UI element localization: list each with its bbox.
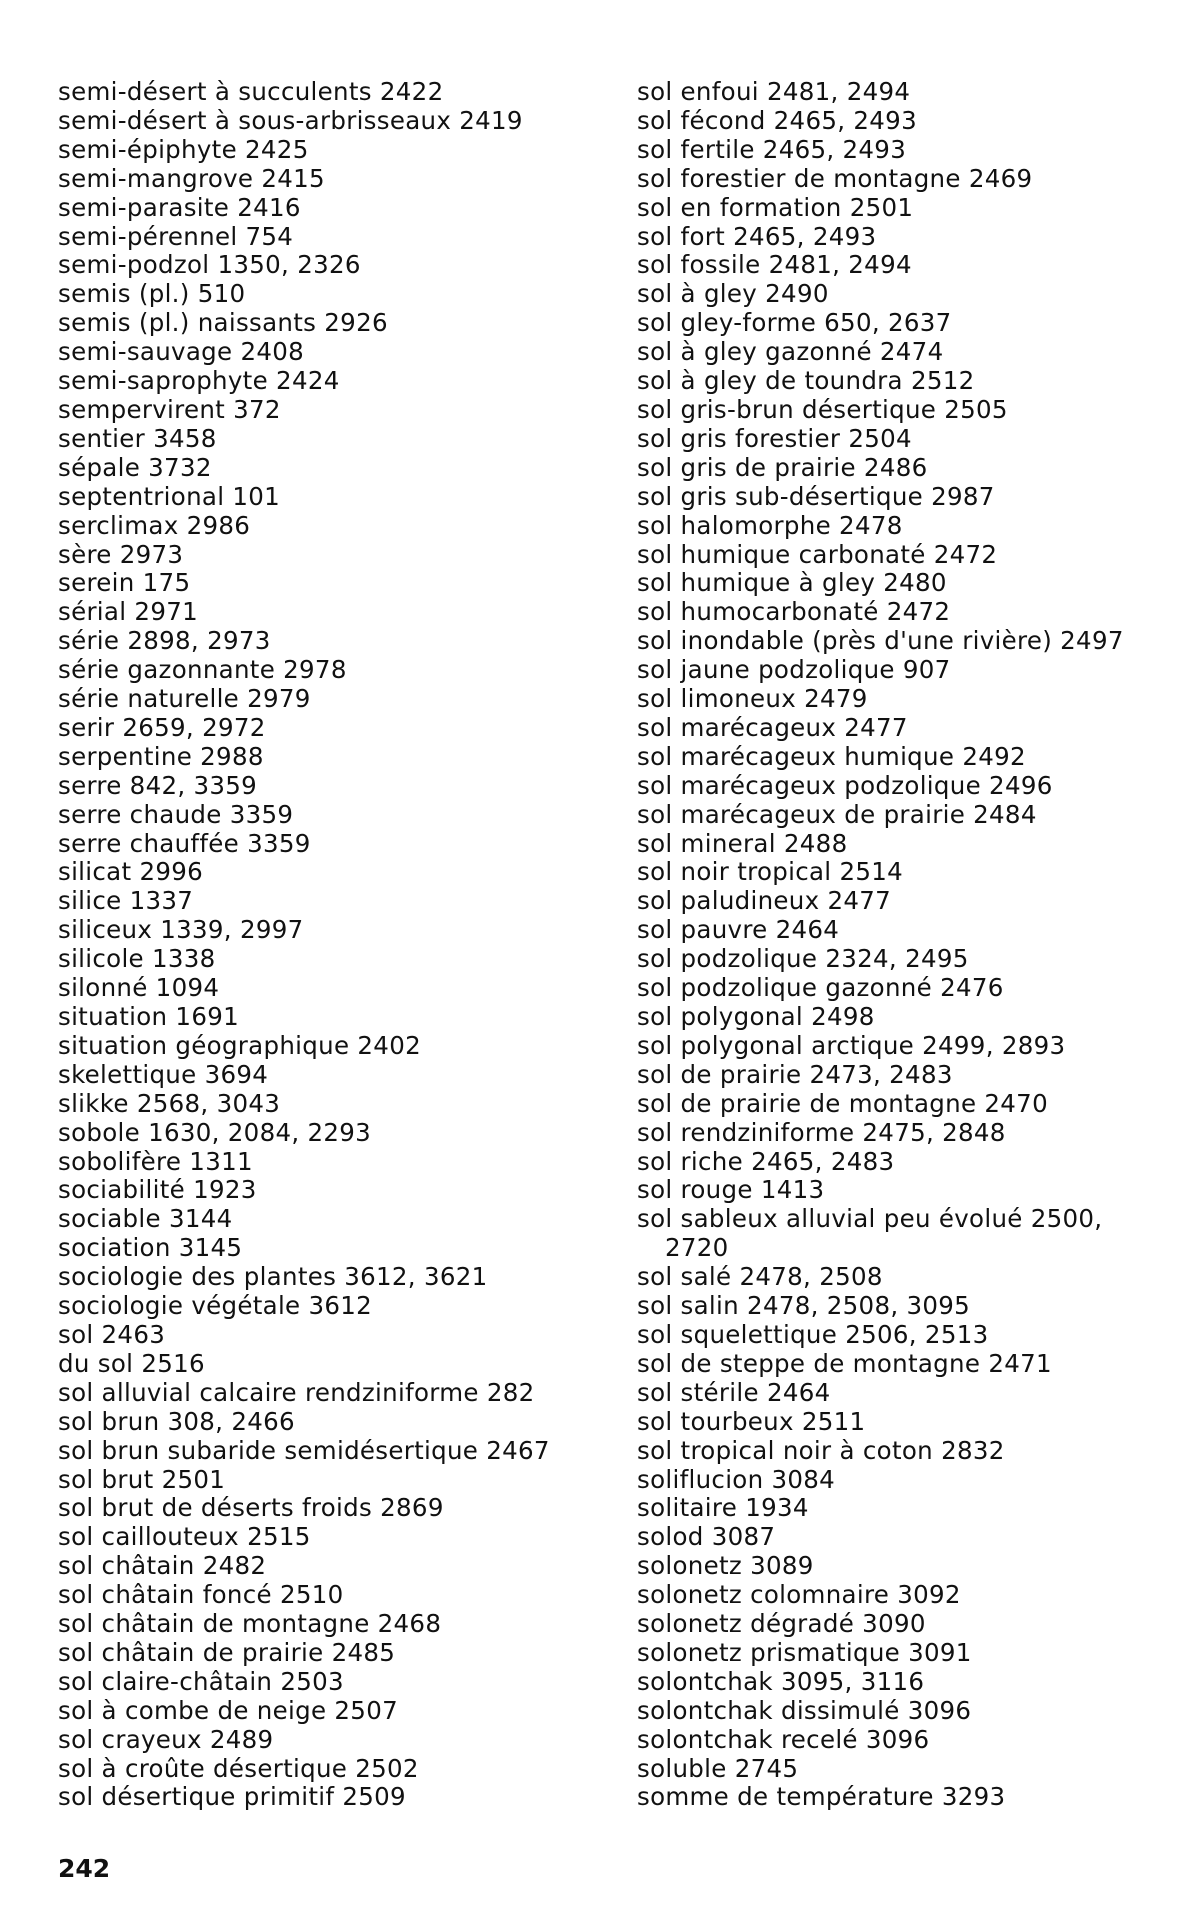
index-entry: sol de prairie de montagne 2470 <box>637 1088 1048 1118</box>
index-entry: siliceux 1339, 2997 <box>58 915 304 945</box>
index-entry: sol marécageux podzolique 2496 <box>637 770 1053 800</box>
index-entry: série naturelle 2979 <box>58 684 311 714</box>
index-entry: sol humique à gley 2480 <box>637 568 947 598</box>
index-entry: solonetz colomnaire 3092 <box>637 1580 961 1610</box>
index-entry: serre chauffée 3359 <box>58 828 311 858</box>
index-entry: soluble 2745 <box>637 1753 799 1783</box>
index-entry: sol brun subaride semidésertique 2467 <box>58 1435 550 1465</box>
index-entry: sépale 3732 <box>58 452 212 482</box>
index-entry: sol à croûte désertique 2502 <box>58 1753 419 1783</box>
index-entry: sol paludineux 2477 <box>637 886 892 916</box>
index-entry: sociabilité 1923 <box>58 1175 257 1205</box>
index-entry: sol jaune podzolique 907 <box>637 655 951 685</box>
index-entry: sol salé 2478, 2508 <box>637 1262 883 1292</box>
index-entry: semis (pl.) 510 <box>58 279 246 309</box>
index-entry: semi-désert à succulents 2422 <box>58 77 444 106</box>
index-entry: sol limoneux 2479 <box>637 684 868 714</box>
index-entry: sol fossile 2481, 2494 <box>637 250 912 280</box>
index-entry: semi-saprophyte 2424 <box>58 366 340 396</box>
index-entry: serclimax 2986 <box>58 510 251 540</box>
index-entry: solontchak 3095, 3116 <box>637 1666 925 1696</box>
index-entry: situation 1691 <box>58 1002 239 1031</box>
index-entry: semi-désert à sous-arbrisseaux 2419 <box>58 105 523 135</box>
index-entry: sol humocarbonaté 2472 <box>637 597 951 627</box>
index-entry: septentrional 101 <box>58 481 281 511</box>
index-entry: sol en formation 2501 <box>637 192 914 222</box>
index-entry: sol squelettique 2506, 2513 <box>637 1319 989 1349</box>
index-entry: sol caillouteux 2515 <box>58 1522 311 1552</box>
index-entry: sol polygonal arctique 2499, 2893 <box>637 1030 1066 1060</box>
index-entry: sociologie des plantes 3612, 3621 <box>58 1262 488 1292</box>
index-entry: skelettique 3694 <box>58 1059 269 1089</box>
index-entry: serein 175 <box>58 568 191 598</box>
page-number: 242 <box>58 1854 111 1883</box>
index-entry: semi-parasite 2416 <box>58 192 301 222</box>
index-entry: sol podzolique 2324, 2495 <box>637 944 969 974</box>
index-entry: sol marécageux 2477 <box>637 712 908 742</box>
index-entry: silicat 2996 <box>58 857 204 887</box>
index-entry: silicole 1338 <box>58 944 216 974</box>
index-entry: sol polygonal 2498 <box>637 1002 875 1031</box>
index-entry: solontchak dissimulé 3096 <box>637 1695 972 1725</box>
index-entry: soliflucion 3084 <box>637 1464 836 1494</box>
index-entry: solonetz prismatique 3091 <box>637 1637 972 1667</box>
index-entry: sol marécageux humique 2492 <box>637 741 1026 771</box>
index-entry: sol sableux alluvial peu évolué 2500, <box>637 1204 1103 1234</box>
index-entry: sobolifère 1311 <box>58 1146 253 1176</box>
left-column <box>58 78 598 1812</box>
right-column <box>637 78 1172 1812</box>
index-entry: sobole 1630, 2084, 2293 <box>58 1117 372 1147</box>
index-entry: semi-épiphyte 2425 <box>58 134 309 164</box>
index-entry: semi-sauvage 2408 <box>58 337 305 367</box>
index-entry: sol fort 2465, 2493 <box>637 221 877 251</box>
index-entry: sol à gley 2490 <box>637 279 829 309</box>
index-entry: sol noir tropical 2514 <box>637 857 904 887</box>
index-entry: solitaire 1934 <box>637 1493 809 1523</box>
index-entry: sol halomorphe 2478 <box>637 510 903 540</box>
index-entry: sol riche 2465, 2483 <box>637 1146 895 1176</box>
index-entry: sol marécageux de prairie 2484 <box>637 799 1037 829</box>
index-entry: sol fécond 2465, 2493 <box>637 105 917 135</box>
index-entry: sol à combe de neige 2507 <box>58 1695 398 1725</box>
index-entry: sol gris sub-désertique 2987 <box>637 481 995 511</box>
index-entry: semis (pl.) naissants 2926 <box>58 308 388 338</box>
index-entry: situation géographique 2402 <box>58 1030 421 1060</box>
index-entry: sol gley-forme 650, 2637 <box>637 308 952 338</box>
index-entry: sol salin 2478, 2508, 3095 <box>637 1291 971 1321</box>
index-entry: sol podzolique gazonné 2476 <box>637 973 1004 1003</box>
index-entry: silonné 1094 <box>58 973 220 1003</box>
index-entry: sol de steppe de montagne 2471 <box>637 1348 1052 1378</box>
index-entry: sol brut de déserts froids 2869 <box>58 1493 444 1523</box>
index-entry: sère 2973 <box>58 539 184 569</box>
index-entry: sol de prairie 2473, 2483 <box>637 1059 953 1089</box>
index-entry: sol forestier de montagne 2469 <box>637 163 1033 193</box>
index-entry: sol tropical noir à coton 2832 <box>637 1435 1005 1465</box>
index-entry: sol rouge 1413 <box>637 1175 825 1205</box>
index-entry: solonetz dégradé 3090 <box>637 1609 926 1639</box>
index-entry: série gazonnante 2978 <box>58 655 347 685</box>
index-entry: sol rendziniforme 2475, 2848 <box>637 1117 1006 1147</box>
index-entry: sol châtain 2482 <box>58 1551 267 1581</box>
index-entry: sol fertile 2465, 2493 <box>637 134 907 164</box>
index-entry: sociable 3144 <box>58 1204 233 1234</box>
index-entry: sol gris-brun désertique 2505 <box>637 394 1008 424</box>
index-entry: sempervirent 372 <box>58 394 281 424</box>
index-entry: sol stérile 2464 <box>637 1377 831 1407</box>
index-entry: semi-podzol 1350, 2326 <box>58 250 361 280</box>
index-entry: serre 842, 3359 <box>58 770 258 800</box>
index-entry: solod 3087 <box>637 1522 776 1552</box>
index-entry: serre chaude 3359 <box>58 799 294 829</box>
index-entry: sol mineral 2488 <box>637 828 848 858</box>
index-entry: semi-mangrove 2415 <box>58 163 325 193</box>
index-entry: sol à gley gazonné 2474 <box>637 337 944 367</box>
index-entry: du sol 2516 <box>58 1348 205 1378</box>
index-entry: sol gris forestier 2504 <box>637 423 912 453</box>
index-entry: sol à gley de toundra 2512 <box>637 366 975 396</box>
index-entry: serpentine 2988 <box>58 741 264 771</box>
index-entry: sol enfoui 2481, 2494 <box>637 77 911 106</box>
index-entry: sol alluvial calcaire rendziniforme 282 <box>58 1377 535 1407</box>
index-entry: solonetz 3089 <box>637 1551 814 1581</box>
index-entry: sol tourbeux 2511 <box>637 1406 866 1436</box>
index-entry: slikke 2568, 3043 <box>58 1088 281 1118</box>
index-entry: sociation 3145 <box>58 1233 243 1263</box>
index-entry: sol châtain foncé 2510 <box>58 1580 344 1610</box>
index-entry: sol humique carbonaté 2472 <box>637 539 998 569</box>
index-entry: sol désertique primitif 2509 <box>58 1782 406 1812</box>
index-entry: sol châtain de montagne 2468 <box>58 1609 442 1639</box>
index-entry: sol 2463 <box>58 1319 166 1349</box>
index-entry: sol brut 2501 <box>58 1464 226 1494</box>
index-entry: sérial 2971 <box>58 597 198 627</box>
index-entry: sol châtain de prairie 2485 <box>58 1637 396 1667</box>
index-entry: sociologie végétale 3612 <box>58 1291 373 1321</box>
index-entry: sol pauvre 2464 <box>637 915 840 945</box>
index-entry: série 2898, 2973 <box>58 626 271 656</box>
index-entry: 2720 <box>665 1233 729 1263</box>
index-entry: sol gris de prairie 2486 <box>637 452 928 482</box>
index-entry: sol claire-châtain 2503 <box>58 1666 344 1696</box>
index-entry: semi-pérennel 754 <box>58 221 294 251</box>
index-entry: silice 1337 <box>58 886 194 916</box>
index-entry: somme de température 3293 <box>637 1782 1006 1812</box>
index-entry: sol brun 308, 2466 <box>58 1406 295 1436</box>
index-entry: serir 2659, 2972 <box>58 712 266 742</box>
index-entry: sol crayeux 2489 <box>58 1724 274 1754</box>
index-entry: sol inondable (près d'une rivière) 2497 <box>637 626 1124 656</box>
index-entry: sentier 3458 <box>58 423 217 453</box>
index-entry: solontchak recelé 3096 <box>637 1724 930 1754</box>
